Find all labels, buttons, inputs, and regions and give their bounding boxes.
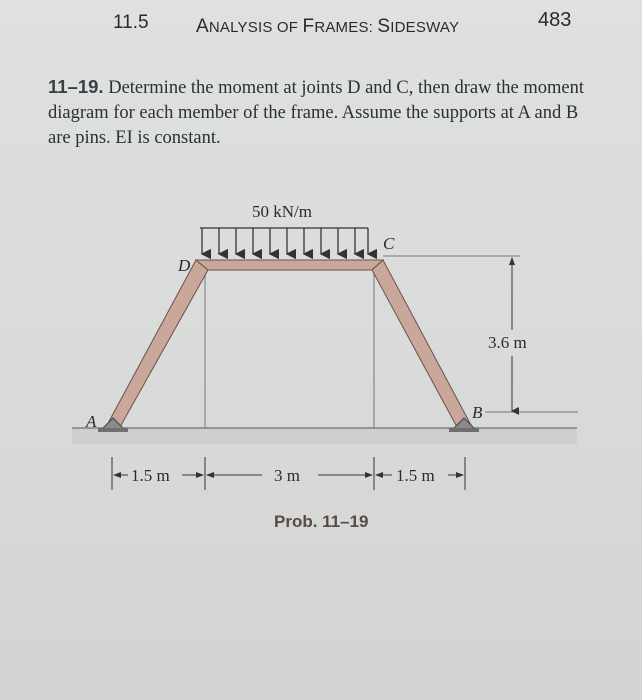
member-cb (372, 260, 472, 427)
joint-label-a: A (86, 412, 97, 431)
member-ad (106, 260, 208, 427)
pin-base-b (449, 428, 479, 432)
page-number: 483 (538, 9, 572, 31)
dim-label-1: 1.5 m (131, 466, 170, 485)
load-label: 50 kN/m (252, 202, 312, 221)
dim-label-2: 3 m (274, 466, 300, 485)
section-number: 11.5 (113, 12, 149, 33)
dim-label-3: 1.5 m (396, 466, 435, 485)
joint-label-b: B (472, 403, 483, 422)
section-title-initial-f: F (302, 16, 315, 37)
load-arrows (202, 228, 368, 254)
section-title-part-1: NALYSIS OF (208, 19, 303, 36)
figure-caption: Prob. 11–19 (274, 512, 369, 531)
section-title-part-2: RAMES: (314, 19, 378, 36)
joint-label-c: C (383, 234, 395, 253)
problem-number: 11–19. (48, 76, 104, 97)
section-title-part-3: IDESWAY (390, 19, 460, 36)
section-title-initial-s: S (377, 16, 391, 37)
ground-hatch (72, 428, 577, 444)
pin-base-a (98, 428, 128, 432)
joint-label-d: D (178, 256, 191, 275)
height-dimension-label: 3.6 m (488, 333, 527, 352)
problem-text: Determine the moment at joints D and C, then draw the moment diagram for each member of the frame. Assume the supports at A and B are pins. EI is constant. (48, 78, 584, 148)
section-title-initial-a: A (196, 16, 209, 37)
member-dc (196, 260, 383, 270)
